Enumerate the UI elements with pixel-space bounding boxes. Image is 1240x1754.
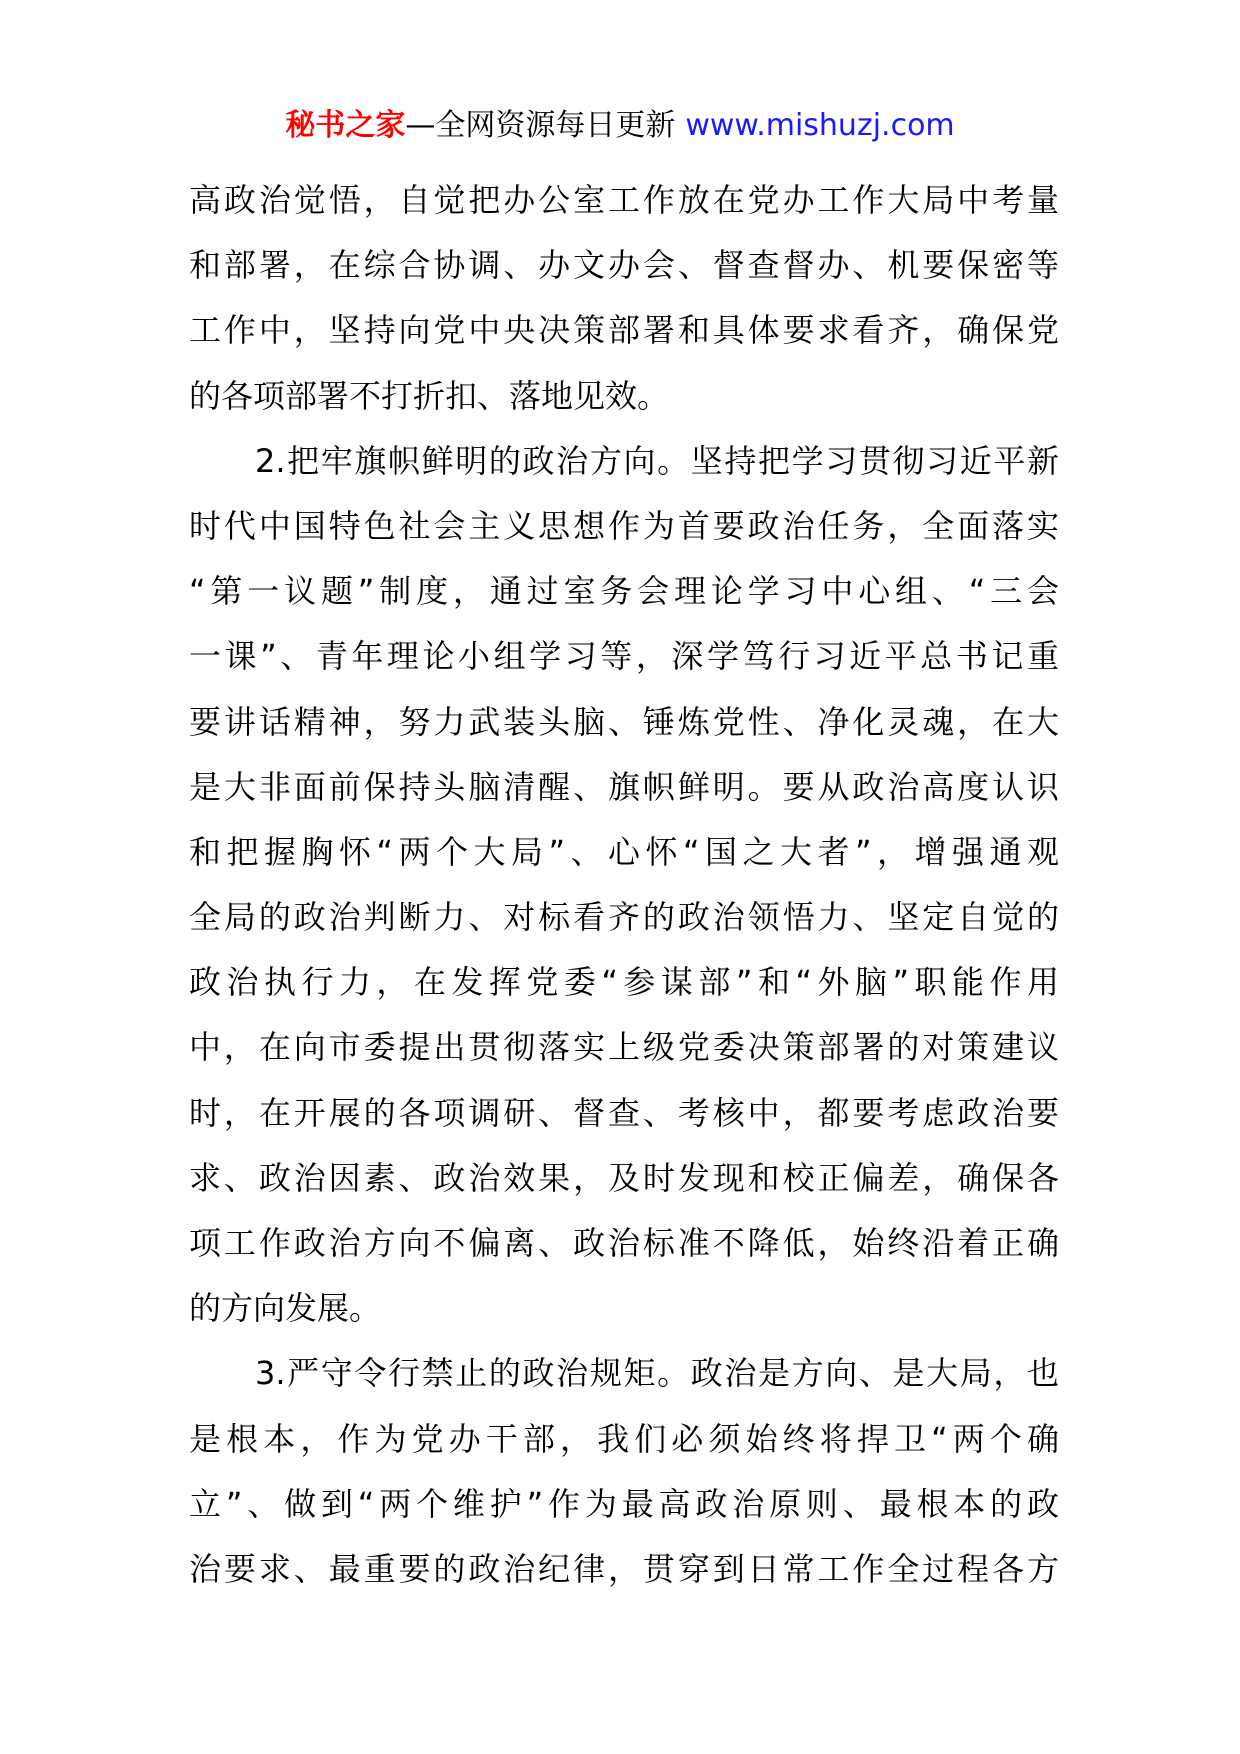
- document-body: [189, 168, 1059, 1602]
- header-tagline: —全网资源每日更新: [405, 108, 676, 143]
- text-line: 工作中，坚持向党中央决策部署和具体要求看齐，确保党: [189, 311, 1059, 350]
- text-line: 时代中国特色社会主义思想作为首要政治任务，全面落实: [189, 506, 1059, 545]
- text-line: 是根本，作为党办干部，我们必须始终将捍卫“两个确: [189, 1419, 1059, 1458]
- text-line: 的方向发展。: [189, 1289, 382, 1328]
- text-line: 治要求、最重要的政治纪律，贯穿到日常工作全过程各方: [189, 1549, 1059, 1588]
- text-line: 和把握胸怀“两个大局”、心怀“国之大者”，增强通观: [189, 832, 1059, 871]
- text-line: 时，在开展的各项调研、督查、考核中，都要考虑政治要: [189, 1093, 1059, 1132]
- text-line: “第一议题”制度，通过室务会理论学习中心组、“三会: [189, 572, 1059, 611]
- text-line: 中，在向市委提出贯彻落实上级党委决策部署的对策建议: [189, 1028, 1059, 1067]
- text-line: 和部署，在综合协调、办文办会、督查督办、机要保密等: [189, 246, 1059, 285]
- text-line: 要讲话精神，努力武装头脑、锤炼党性、净化灵魂，在大: [189, 702, 1059, 741]
- text-line: 项工作政治方向不偏离、政治标准不降低，始终沿着正确: [189, 1224, 1059, 1262]
- page-header: [0, 106, 1240, 146]
- text-line: 求、政治因素、政治效果，及时发现和校正偏差，确保各: [189, 1158, 1059, 1197]
- text-line: 的各项部署不打折扣、落地见效。: [189, 376, 670, 415]
- text-line: 政治执行力，在发挥党委“参谋部”和“外脑”职能作用: [189, 963, 1059, 1002]
- paragraph-2-start: 2.把牢旗帜鲜明的政治方向。坚持把学习贯彻习近平新: [255, 441, 1059, 480]
- paragraph-3-start: 3.严守令行禁止的政治规矩。政治是方向、是大局，也: [255, 1354, 1059, 1393]
- text-line: 一课”、青年理论小组学习等，深学笃行习近平总书记重: [189, 637, 1059, 676]
- brand-name: 秘书之家: [285, 108, 406, 143]
- site-url-link[interactable]: www.mishuzj.com: [685, 108, 955, 143]
- text-line: 高政治觉悟，自觉把办公室工作放在党办工作大局中考量: [189, 181, 1059, 219]
- text-line: 立”、做到“两个维护”作为最高政治原则、最根本的政: [189, 1484, 1059, 1523]
- text-line: 全局的政治判断力、对标看齐的政治领悟力、坚定自觉的: [189, 898, 1059, 937]
- text-line: 是大非面前保持头脑清醒、旗帜鲜明。要从政治高度认识: [189, 767, 1059, 806]
